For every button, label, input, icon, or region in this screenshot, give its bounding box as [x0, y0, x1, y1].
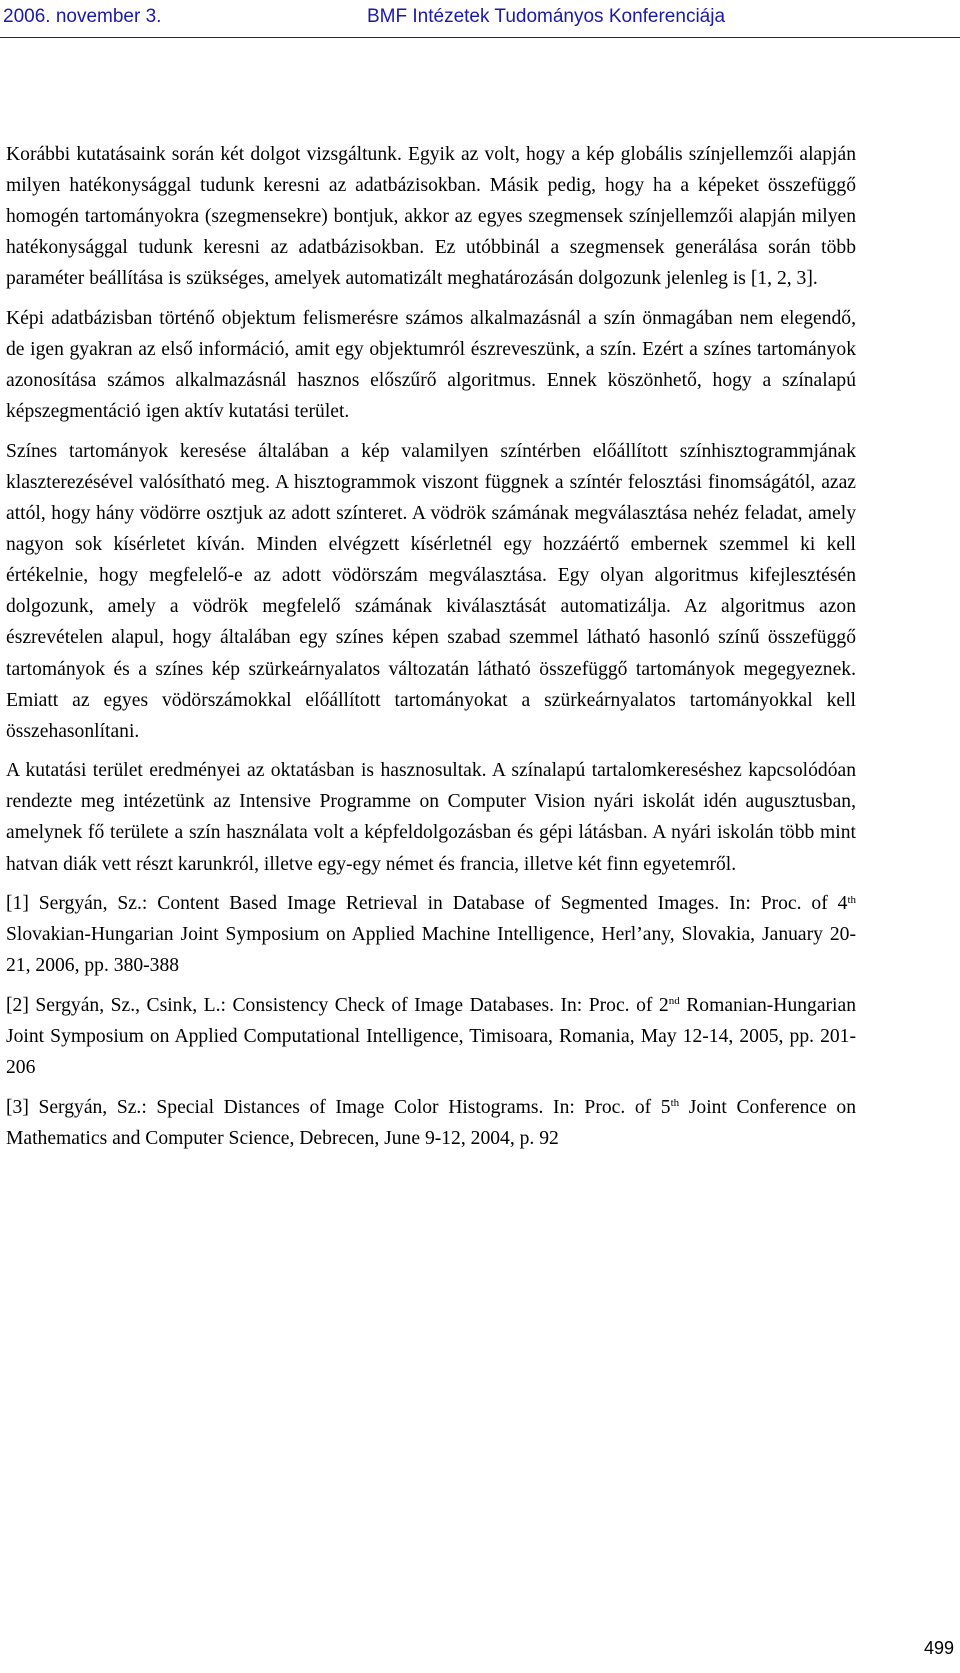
reference-2-superscript: nd [668, 995, 680, 1008]
reference-3-text-continued: Joint Conference on Mathematics and Computer Science, Debrecen, June 9-12, 2004, p. 92 [6, 1096, 856, 1149]
reference-1-text-continued: Slovakian-Hungarian Joint Symposium on Applied Machine Intelligence, Herl’any, Slovakia, January 20-21, 2006, pp. 380-388 [6, 924, 856, 977]
reference-1 [6, 888, 856, 981]
page-number: 499 [923, 1638, 954, 1658]
reference-2 [6, 990, 856, 1083]
header-divider [0, 37, 960, 38]
reference-2-text: [2] Sergyán, Sz., Csink, L.: Consistency Check of Image Databases. In: Proc. of 2 [6, 994, 669, 1016]
header-conference-title: BMF Intézetek Tudományos Konferenciája [367, 6, 726, 27]
reference-2-text-continued: Romanian-Hungarian Joint Symposium on Applied Computational Intelligence, Timisoara, Romania, May 12-14, 2005, pp. 201-206 [6, 994, 856, 1079]
body-text [6, 139, 856, 1162]
reference-1-superscript: th [847, 893, 856, 906]
reference-3-superscript: th [670, 1097, 680, 1110]
paragraph-education: A kutatási terület eredményei az oktatásban is hasznosultak. A színalapú tartalomkereséshez kapcsolódóan rendezte meg intézetünk az Intensive Programme on Computer Vision nyári iskolát idén augusztusban, amelynek fő területe a szín használata volt a képfeldolgozásban és gépi látásban. A nyári iskolán több mint hatvan diák vett részt karunkról, illetve egy-egy német és francia, illetve két finn egyetemről. [6, 760, 856, 875]
page-header [0, 6, 960, 36]
reference-1-text: [1] Sergyán, Sz.: Content Based Image Retrieval in Database of Segmented Images. In: Proc. of 4 [6, 893, 848, 915]
header-date: 2006. november 3. [3, 6, 162, 27]
paragraph-previous-research: Korábbi kutatásaink során két dolgot vizsgáltunk. Egyik az volt, hogy a kép globális színjellemzői alapján milyen hatékonysággal tudunk keresni az adatbázisokban. Másik pedig, hogy ha a képeket összefüggő homogén tartományokra (szegmensekre) bontjuk, akkor az egyes szegmensek színjellemzői alapján milyen hatékonysággal tudunk keresni az adatbázisokban. Ez utóbbinál a szegmensek generálása során több paraméter beállítása is szükséges, amelyek automatizált meghatározásán dolgozunk jelenleg is [1, 2, 3]. [6, 144, 856, 290]
paragraph-object-recognition: Képi adatbázisban történő objektum felismerésre számos alkalmazásnál a szín önmagában nem elegendő, de igen gyakran az első információ, amit egy objektumról észreveszünk, a szín. Ezért a színes tartományok azonosítása számos alkalmazásnál hasznos előszűrő algoritmus. Ennek köszönhető, hogy a színalapú képszegmentáció igen aktív kutatási terület. [6, 307, 856, 423]
reference-3-text: [3] Sergyán, Sz.: Special Distances of Image Color Histograms. In: Proc. of 5 [6, 1096, 671, 1118]
paragraph-color-regions: Színes tartományok keresése általában a kép valamilyen színtérben előállított színhisztogrammjának klaszterezésével valósítható meg. A hisztogrammok viszont függnek a színtér felosztási finomságától, azaz attól, hogy hány vödörre osztjuk az adott színteret. A vödrök számának megválasztása nehéz feladat, amely nagyon sok kísérletet kíván. Minden elvégzett kísérletnél egy hozzáértő embernek szemmel ki kell értékelnie, hogy megfelelő-e az adott vödörszám megválasztása. Egy olyan algoritmus kifejlesztésén dolgozunk, amely a vödrök megfelelő számának kiválasztását automatizálja. Az algoritmus azon észrevételen alapul, hogy általában egy színes képen szabad szemmel látható hasonló színű összefüggő tartományok és a színes kép szürkeárnyalatos változatán látható összefüggő tartományok megegyeznek. Emiatt az egyes vödörszámokkal előállított tartományokat a szürkeárnyalatos tartományokkal kell összehasonlítani. [6, 440, 856, 742]
reference-3 [6, 1092, 856, 1154]
